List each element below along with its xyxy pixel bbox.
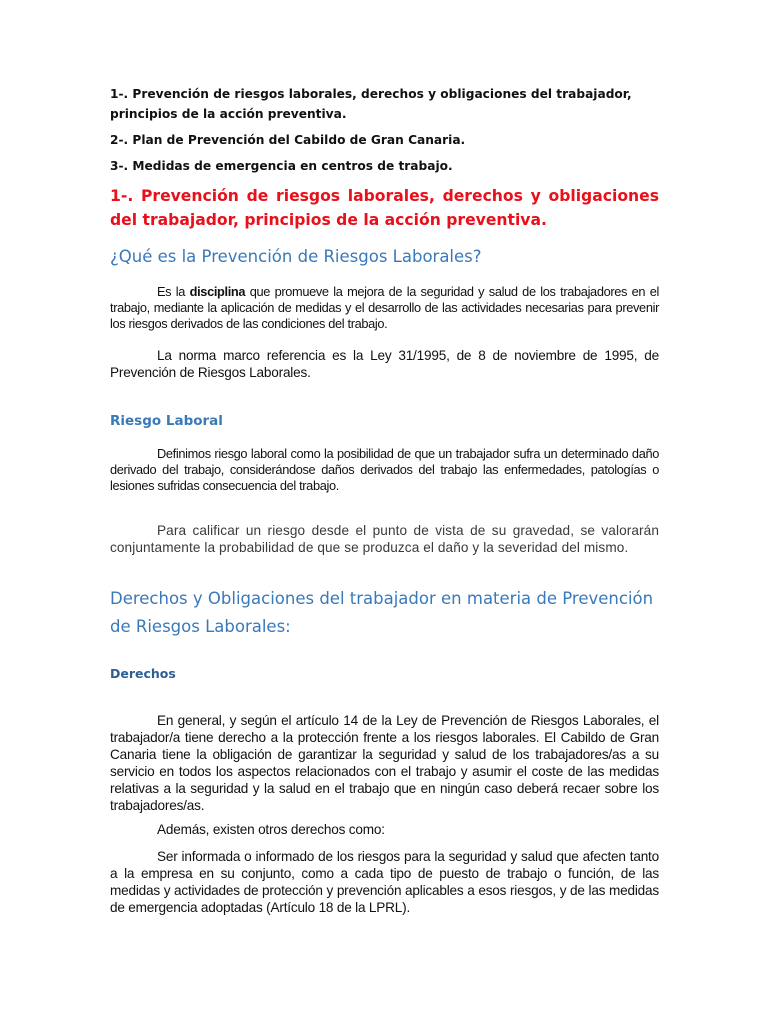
gravedad-paragraph: Para calificar un riesgo desde el punto de vista de su gravedad, se valorarán conjuntamente la probabilidad de que se produzca el daño y la severidad del mismo.: [110, 523, 659, 555]
derechos-obligaciones-heading: Derechos y Obligaciones del trabajador en materia de Prevención de Riesgos Laborales:: [110, 589, 654, 636]
derechos-general-paragraph: En general, y según el artículo 14 de la Ley de Prevención de Riesgos Laborales, el trabajador/a tiene derecho a la protección frente a los riesgos laborales. El Cabildo de Gran Canaria tiene la obligación de garantizar la seguridad y salud de los trabajadores/as a su servicio en todos los aspectos relacionados con el trabajo y asumir el coste de las medidas relativas a la seguridad y la salud en el trabajo que en ningún caso deberá recaer sobre los trabajadores/as.: [110, 713, 659, 813]
what-is-prl-heading: ¿Qué es la Prevención de Riesgos Laborales?: [110, 247, 482, 266]
definition-text-post: que promueve la mejora de la seguridad y salud de los trabajadores en el trabajo, mediante la aplicación de medidas y el desarrollo de las actividades necesarias para prevenir los riesgos derivados de las condiciones del trabajo.: [110, 284, 660, 331]
informacion-derecho-paragraph: Ser informada o informado de los riesgos para la seguridad y salud que afecten tanto a la empresa en su conjunto, como a cada tipo de puesto de trabajo o función, de las medidas y actividades de protección y prevención aplicables a esos riesgos, y de las medidas de emergencia adoptadas (Artículo 18 de la LPRL).: [110, 849, 659, 915]
section-1-heading: 1-. Prevención de riesgos laborales, derechos y obligaciones del trabajador, principios de la acción preventiva.: [110, 187, 659, 229]
definition-paragraph: [110, 284, 659, 332]
toc-item-2: 2-. Plan de Prevención del Cabildo de Gran Canaria.: [110, 133, 466, 147]
toc-item-1: 1-. Prevención de riesgos laborales, derechos y obligaciones del trabajador, principios de la acción preventiva.: [110, 87, 632, 121]
law-reference-paragraph: La norma marco referencia es la Ley 31/1995, de 8 de noviembre de 1995, de Prevención de Riesgos Laborales.: [110, 348, 659, 380]
riesgo-laboral-heading: Riesgo Laboral: [110, 413, 223, 429]
definition-bold-term: disciplina: [189, 284, 246, 299]
derechos-heading: Derechos: [110, 666, 176, 681]
riesgo-definition-paragraph: Definimos riesgo laboral como la posibilidad de que un trabajador sufra un determinado daño derivado del trabajo, considerándose daños derivados del trabajo las enfermedades, patologías o lesiones sufridas consecuencia del trabajo.: [110, 446, 659, 493]
definition-text-pre: Es la: [157, 284, 190, 299]
otros-derechos-paragraph: Además, existen otros derechos como:: [157, 822, 385, 837]
toc-item-3: 3-. Medidas de emergencia en centros de trabajo.: [110, 159, 453, 173]
